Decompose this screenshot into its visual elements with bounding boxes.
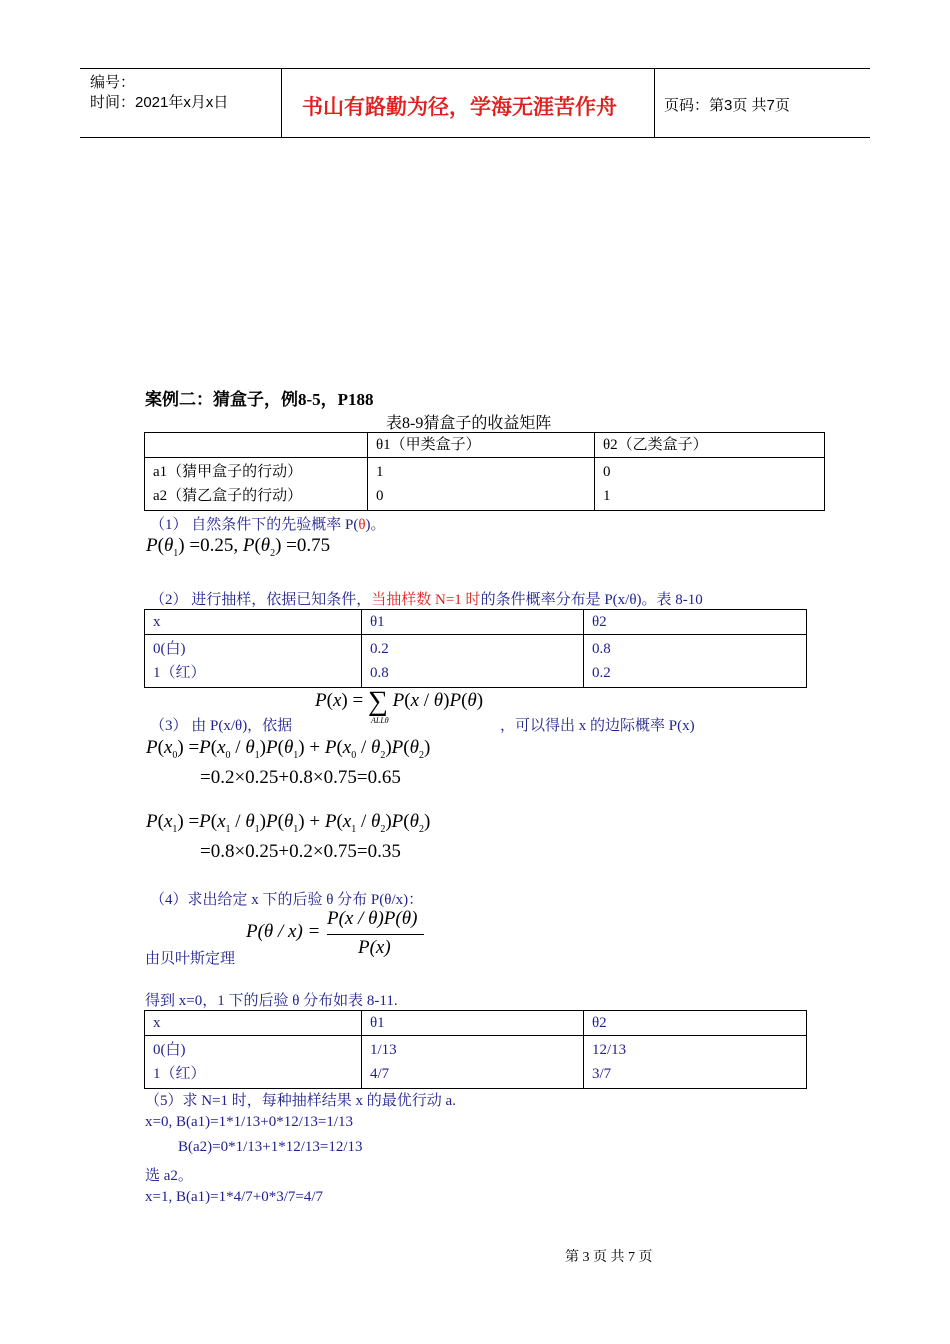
- cell-text: 1: [376, 464, 384, 480]
- table1-caption: 表8-9猜盒子的收益矩阵: [386, 415, 552, 432]
- step2-prefix: （2） 进行抽样，依据已知条件，: [150, 592, 372, 608]
- table-row: [145, 458, 825, 511]
- table-header-cell: θ1: [362, 1011, 584, 1036]
- likelihood-table: [144, 609, 807, 688]
- px0-line2: =0.2×0.25+0.8×0.75=0.65: [200, 767, 401, 788]
- header-divider: [654, 69, 655, 137]
- table-row: [145, 1036, 807, 1089]
- payoff-table: [144, 432, 825, 511]
- table-header-cell: x: [145, 1011, 362, 1036]
- cell-text: 0(白): [153, 1042, 186, 1058]
- step2-text: [150, 588, 703, 609]
- table-cell: [584, 1036, 807, 1089]
- cell-text: 0: [376, 488, 384, 504]
- step3-text-right: ，可以得出 x 的边际概率 P(x): [500, 718, 695, 734]
- cell-text: a1（猜甲盒子的行动）: [153, 464, 303, 480]
- cell-text: 12/13: [592, 1042, 627, 1058]
- table-row: [145, 635, 807, 688]
- step2-highlight: 当抽样数 N=1 时: [371, 592, 481, 608]
- table-cell: [584, 635, 807, 688]
- step5-line1: x=0, B(a1)=1*1/13+0*12/13=1/13: [145, 1114, 353, 1130]
- cell-text: 0.2: [370, 641, 389, 657]
- page-indicator: 页码：第3页 共7页: [664, 97, 790, 114]
- motto: 书山有路勤为径，学海无涯苦作舟: [302, 96, 617, 119]
- table-header-cell: θ1（甲类盒子）: [368, 433, 595, 458]
- cell-text: a2（猜乙盒子的行动）: [153, 488, 303, 504]
- bayes-lhs: P(θ / x) =: [246, 921, 321, 942]
- date-text: 时间：2021年x月x日: [90, 94, 229, 111]
- fraction-bar: [327, 934, 424, 935]
- table-header-cell: θ2（乙类盒子）: [595, 433, 825, 458]
- table-cell: [145, 635, 362, 688]
- posterior-table: [144, 1010, 807, 1089]
- step1-prefix: （1） 自然条件下的先验概率 P(: [150, 517, 359, 533]
- serial-label: 编号：: [90, 74, 136, 91]
- table-header-cell: θ2: [584, 610, 807, 635]
- step4-text: （4）求出给定 x 下的后验 θ 分布 P(θ/x)：: [150, 892, 424, 908]
- table-header-cell: θ1: [362, 610, 584, 635]
- sum-subscript: ALLθ: [371, 716, 389, 725]
- cell-text: 1（红）: [153, 1066, 206, 1082]
- cell-text: 0.2: [592, 665, 611, 681]
- page-header: [80, 68, 870, 138]
- table-cell: [362, 1036, 584, 1089]
- step1-suffix: )。: [365, 517, 386, 533]
- px1-line1: $P(x_1) =P(x_1 / \theta_1)P(\theta_1) + P(x_1 / \theta_2)P(\theta_2)$: [146, 811, 431, 835]
- px0-line1: $P(x_0) =P(x_0 / \theta_1)P(\theta_1) + P(x_0 / \theta_2)P(\theta_2)$: [146, 737, 431, 761]
- posterior-result-text: 得到 x=0，1 下的后验 θ 分布如表 8-11.: [145, 993, 398, 1009]
- step3-text-left: （3） 由 P(x/θ)，依据: [150, 718, 293, 734]
- table-header-cell: x: [145, 610, 362, 635]
- px1-line2: =0.8×0.25+0.2×0.75=0.35: [200, 841, 401, 862]
- cell-text: 0.8: [370, 665, 389, 681]
- bayes-numerator: P(x / θ)P(θ): [327, 908, 418, 929]
- step1-theta: θ: [358, 517, 366, 533]
- prior-formula: $P(\theta_1) =0.25$, $P(\theta_2) =0.75$: [146, 535, 331, 559]
- cell-text: 4/7: [370, 1066, 390, 1082]
- table-cell: [595, 458, 825, 511]
- step2-suffix: 的条件概率分布是 P(x/θ)。表 8-10: [480, 592, 703, 608]
- table-header-row: [145, 433, 825, 458]
- table-cell: [145, 1036, 362, 1089]
- bayes-denominator: P(x): [358, 937, 391, 958]
- bayes-label: 由贝叶斯定理: [145, 951, 236, 967]
- cell-text: 1: [603, 488, 611, 504]
- table-header-row: [145, 1011, 807, 1036]
- header-divider: [281, 69, 282, 137]
- cell-text: 0(白): [153, 641, 186, 657]
- cell-text: 3/7: [592, 1066, 612, 1082]
- step1-text: [150, 513, 386, 534]
- case-title: 案例二：猜盒子，例8-5，P188: [145, 390, 374, 409]
- table-header-cell: [145, 433, 368, 458]
- step5-line3: 选 a2。: [145, 1168, 193, 1184]
- step5-line2: B(a2)=0*1/13+1*12/13=12/13: [178, 1139, 363, 1155]
- cell-text: 0: [603, 464, 611, 480]
- cell-text: 1（红）: [153, 665, 206, 681]
- table-cell: [145, 458, 368, 511]
- table-header-cell: θ2: [584, 1011, 807, 1036]
- page-footer: 第 3 页 共 7 页: [565, 1250, 653, 1265]
- table-cell: [368, 458, 595, 511]
- marginal-sum-formula: P(x) = ∑ P(x / θ)P(θ): [315, 686, 484, 717]
- step5-line4: x=1, B(a1)=1*4/7+0*3/7=4/7: [145, 1189, 323, 1205]
- step5-text: （5）求 N=1 时，每种抽样结果 x 的最优行动 a.: [145, 1093, 456, 1109]
- cell-text: 1/13: [370, 1042, 397, 1058]
- cell-text: 0.8: [592, 641, 611, 657]
- table-cell: [362, 635, 584, 688]
- table-header-row: [145, 610, 807, 635]
